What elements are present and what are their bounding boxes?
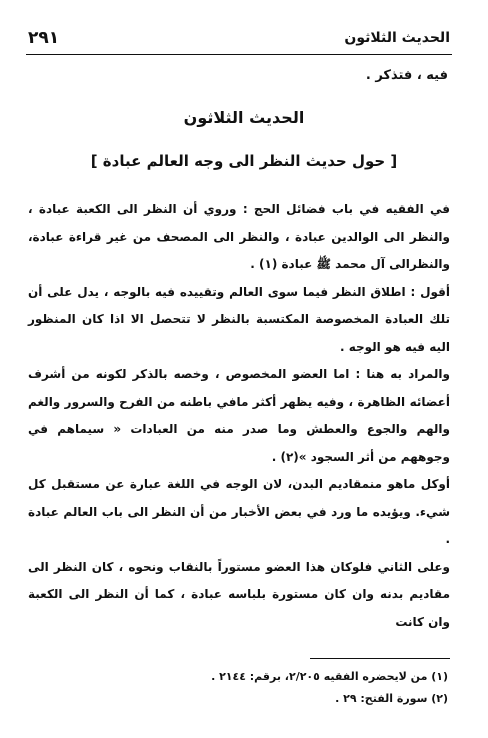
footnote-rule [310,658,450,659]
footnotes [40,666,448,710]
paragraph: والمراد به هنا : اما العضو المخصوص ، وخصه بالذكر لكونه من أشرف أعضائه الظاهرة ، وفيه يظهر أكثر مافي باطنه من الفرح والسرور والغم والهم والجوع والعطش وما صدر منه من العبادات « سيماهم في وجوههم من أثر السجود »(٢) . [28,367,450,464]
page-header [28,24,450,52]
paragraph: أوكل ماهو منمقاديم البدن، لان الوجه في اللغة عبارة عن مستقبل كل شيء. ويؤيده ما ورد في بعض الأخبار من أن النظر الى باب العالم عبادة . [28,477,450,546]
body-text [28,196,450,636]
page-number: ٢٩١ [28,28,60,48]
paragraph: وعلى الثاني فلوكان هذا العضو مستوراً بالنقاب ونحوه ، كان النظر الى مقاديم بدنه وان كان مستورة بلباسه عبادة ، كما أن النظر الى الكعبة وان كانت [28,559,450,629]
paragraph: أقول : اطلاق النظر فيما سوى العالم وتقييده فيه بالوجه ، يدل على أن تلك العبادة المخصوصة المكتسبة بالنظر لا تتحصل الا اذا كان المنظور اليه فيه هو الوجه . [28,284,450,354]
section-subtitle: [ حول حديث النظر الى وجه العالم عبادة ] [90,152,398,170]
section-title: الحديث الثلاثون [183,108,305,127]
continuation-text: فيه ، فتذكر . [365,68,448,83]
header-rule [26,54,452,55]
paragraph: في الفقيه في باب فضائل الحج : وروي أن النظر الى الكعبة عبادة ، والنظر الى الوالدين عبادة ، والنظر الى المصحف من غير قراءة عبادة، والنظرالى آل محمد ﷺ عبادة (١) . [28,202,450,271]
footnote: (١) من لايحضره الفقيه ٢/٢٠٥، برقم: ٢١٤٤ . [211,670,448,683]
running-head: الحديث الثلاثون [344,30,450,46]
footnote: (٢) سورة الفتح: ٢٩ . [335,692,448,705]
